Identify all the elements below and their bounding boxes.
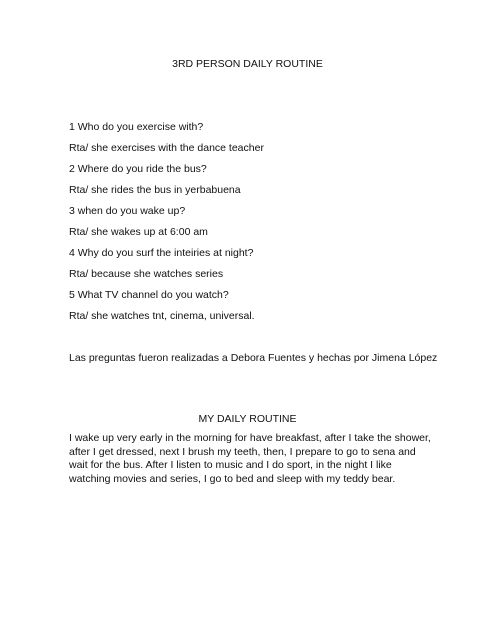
answer-5: Rta/ she watches tnt, cinema, universal. [69,310,255,322]
answer-3: Rta/ she wakes up at 6:00 am [69,226,208,238]
question-1: 1 Who do you exercise with? [69,121,204,133]
question-3: 3 when do you wake up? [69,205,186,217]
answer-1: Rta/ she exercises with the dance teacher [69,142,264,154]
question-4: 4 Why do you surf the inteiries at night? [69,247,254,259]
attribution-note: Las preguntas fueron realizadas a Debora Fuentes y hechas por Jimena López [69,352,438,364]
question-2: 2 Where do you ride the bus? [69,163,207,175]
section-title: MY DAILY ROUTINE [198,413,297,425]
routine-paragraph: I wake up very early in the morning for have breakfast, after I take the shower, after I get dressed, next I brush my teeth, then, I prepare to go to sena and wait for the bus. After I listen to music and I do sport, in the night I like watching movies and series, I go to bed and sleep with my teddy bear. [69,432,431,485]
answer-2: Rta/ she rides the bus in yerbabuena [69,184,241,196]
document-title: 3RD PERSON DAILY ROUTINE [172,58,323,70]
question-5: 5 What TV channel do you watch? [69,289,229,301]
answer-4: Rta/ because she watches series [69,268,224,280]
